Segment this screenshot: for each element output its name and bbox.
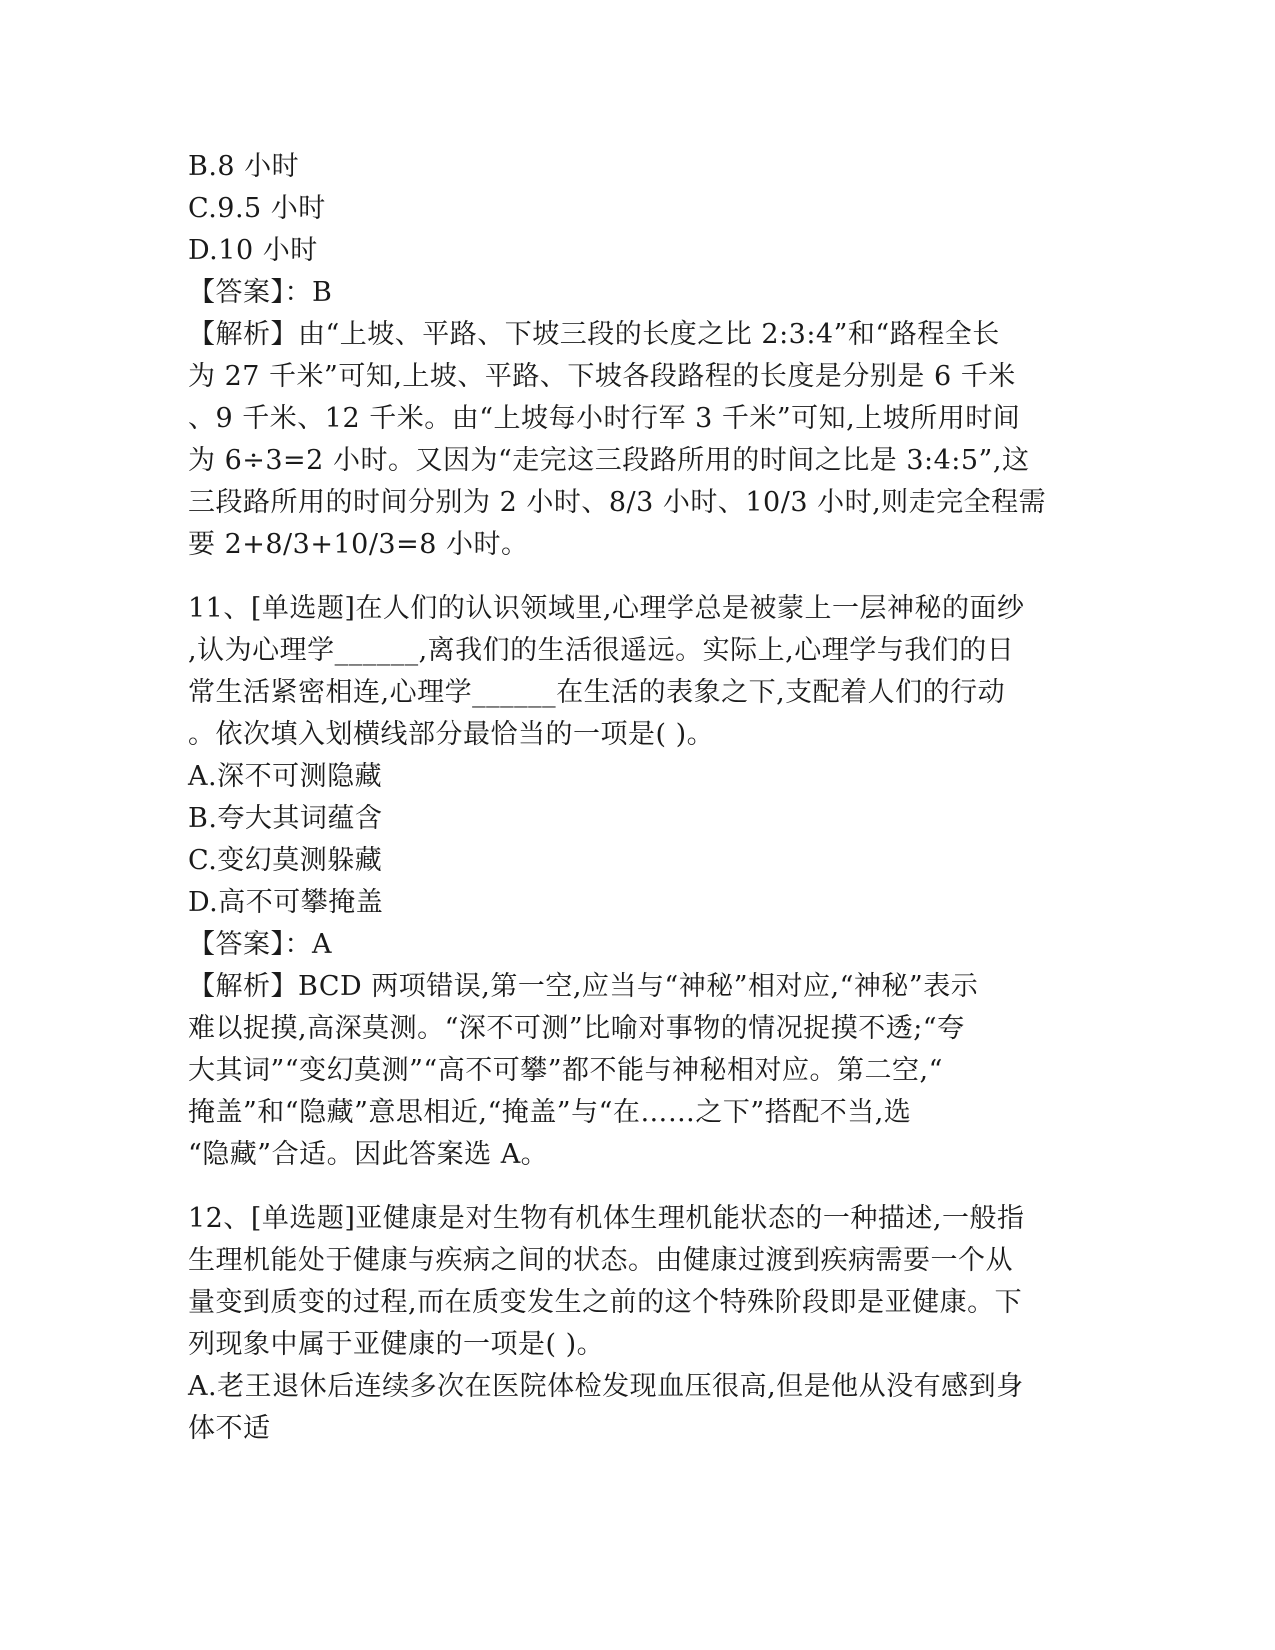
option-d: D.高不可攀掩盖 <box>188 887 384 918</box>
document-page <box>188 146 1088 1450</box>
option-c: C.9.5 小时 <box>188 193 326 224</box>
analysis-line: “隐藏”合适。因此答案选 A。 <box>188 1139 549 1170</box>
option-b: B.8 小时 <box>188 151 300 182</box>
question-stem-line: 量变到质变的过程,而在质变发生之前的这个特殊阶段即是亚健康。下 <box>188 1287 1023 1318</box>
analysis-line: 、9 千米、12 千米。由“上坡每小时行军 3 千米”可知,上坡所用时间 <box>188 403 1021 434</box>
analysis-line: 【解析】由“上坡、平路、下坡三段的长度之比 2:3:4”和“路程全长 <box>188 319 1000 350</box>
analysis-line: 掩盖”和“隐藏”意思相近,“掩盖”与“在……之下”搭配不当,选 <box>188 1097 912 1128</box>
paragraph-gap <box>188 1176 1088 1198</box>
analysis-line: 【解析】BCD 两项错误,第一空,应当与“神秘”相对应,“神秘”表示 <box>188 971 979 1002</box>
answer-line: 【答案】：A <box>188 929 332 960</box>
option-b: B.夸大其词蕴含 <box>188 803 383 834</box>
paragraph-gap <box>188 566 1088 588</box>
option-a-continued: 体不适 <box>188 1413 271 1444</box>
analysis-line: 难以捉摸,高深莫测。“深不可测”比喻对事物的情况捉摸不透;“夸 <box>188 1013 965 1044</box>
analysis-line: 为 6÷3=2 小时。又因为“走完这三段路所用的时间之比是 3:4:5”,这 <box>188 445 1030 476</box>
analysis-line: 为 27 千米”可知,上坡、平路、下坡各段路程的长度是分别是 6 千米 <box>188 361 1016 392</box>
option-d: D.10 小时 <box>188 235 318 266</box>
option-a: A.老王退休后连续多次在医院体检发现血压很高,但是他从没有感到身 <box>188 1371 1024 1402</box>
analysis-line: 要 2+8/3+10/3=8 小时。 <box>188 529 529 560</box>
question-stem-line: 11、[单选题]在人们的认识领域里,心理学总是被蒙上一层神秘的面纱 <box>188 593 1025 624</box>
analysis-line: 大其词”“变幻莫测”“高不可攀”都不能与神秘相对应。第二空,“ <box>188 1055 943 1086</box>
question-stem-line: 常生活紧密相连,心理学______在生活的表象之下,支配着人们的行动 <box>188 677 1006 708</box>
answer-line: 【答案】：B <box>188 277 333 308</box>
question-10-tail <box>188 146 1088 566</box>
analysis-line: 三段路所用的时间分别为 2 小时、8/3 小时、10/3 小时,则走完全程需 <box>188 487 1047 518</box>
question-stem-line: 12、[单选题]亚健康是对生物有机体生理机能状态的一种描述,一般指 <box>188 1203 1025 1234</box>
option-c: C.变幻莫测躲藏 <box>188 845 383 876</box>
question-stem-line: 生理机能处于健康与疾病之间的状态。由健康过渡到疾病需要一个从 <box>188 1245 1013 1276</box>
question-11 <box>188 588 1088 1176</box>
question-12 <box>188 1198 1088 1450</box>
question-stem-line: ,认为心理学______,离我们的生活很遥远。实际上,心理学与我们的日 <box>188 635 1015 666</box>
option-a: A.深不可测隐藏 <box>188 761 383 792</box>
question-stem-line: 。依次填入划横线部分最恰当的一项是( )。 <box>188 719 715 750</box>
question-stem-line: 列现象中属于亚健康的一项是( )。 <box>188 1329 605 1360</box>
